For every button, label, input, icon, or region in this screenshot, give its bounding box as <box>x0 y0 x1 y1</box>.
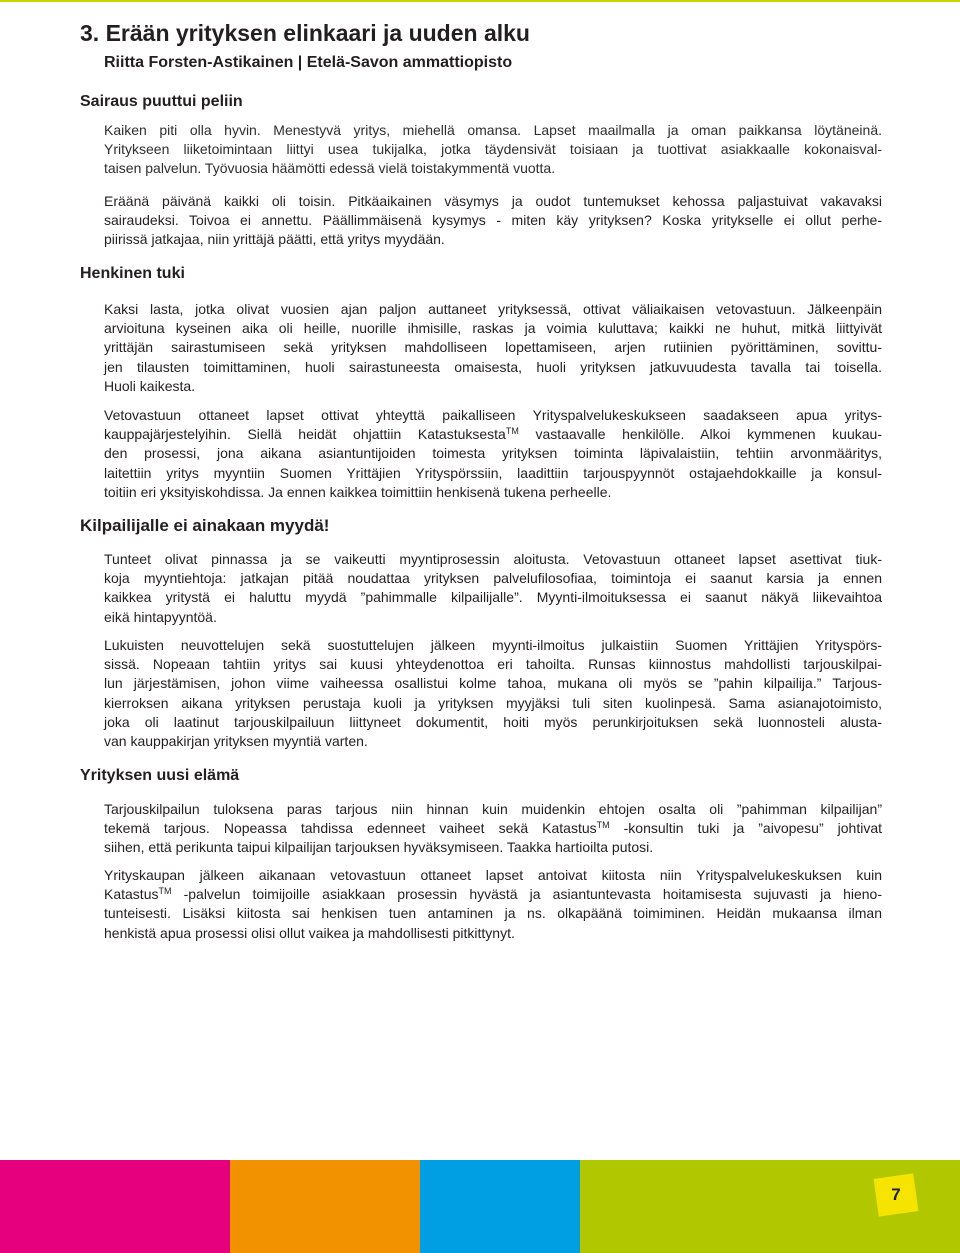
paragraph-line: Kaiken piti olla hyvin. Menestyvä yritys, miehellä omansa. Lapset maailmalla ja oman paikkansa löytäneinä. <box>104 122 882 138</box>
section-heading-uusi-elama: Yrityksen uusi elämä <box>80 767 240 784</box>
paragraph-line: Eräänä päivänä kaikki oli toisin. Pitkäaikainen väsymys ja oudot tuntemukset kehossa paljastuivat vakavaksi <box>104 193 882 209</box>
paragraph-line: arvioituna kyseinen aika oli heille, nuorille ihmisille, raskas ja voimia kuluttava; kaikki ne huhut, mitkä liittyivät <box>104 320 882 337</box>
paragraph-line: Katastus™ -palvelun toimijoille asiakkaan prosessin hyvästä ja asiantuntevasta hoitamisesta sujuvasti ja hieno- <box>104 886 882 903</box>
footer-band-orange <box>230 1160 420 1253</box>
paragraph-line: lun järjestämisen, johon viime vaiheessa osallistui kolme tahoa, mukana oli myös se ”pahin kilpailija.” Tarjous- <box>104 675 882 692</box>
paragraph-line: Yritykseen liiketoimintaan liittyi usea tukijalka, jotka täydensivät toisiaan ja tuottivat asiakkaalle kokonaisval- <box>104 141 882 158</box>
paragraph <box>104 636 882 751</box>
paragraph-line: laitettiin yritys myyntiin Suomen Yrittäjien Yrityspörssiin, laadittiin tarjouspyynnöt ostajaehdokkaille ja konsul- <box>104 464 882 481</box>
paragraph <box>104 550 882 627</box>
section-heading-kilpailijalle: Kilpailijalle ei ainakaan myydä! <box>80 516 330 535</box>
paragraph-line: eikä hintapyyntöä. <box>104 608 217 625</box>
paragraph-line: van kauppakirjan yrityksen myyntiä varten. <box>104 733 368 750</box>
paragraph-line: Tunteet olivat pinnassa ja se vaikeutti myyntiprosessin aloitusta. Vetovastuun ottaneet lapset asettivat tiuk- <box>104 551 882 567</box>
paragraph <box>104 192 882 250</box>
paragraph-line: Kaksi lasta, jotka olivat vuosien ajan paljon auttaneet yrityksessä, ottivat väliaikaisen vetovastuun. Jälkeenpäin <box>104 301 882 317</box>
paragraph-line: joka oli laatinut tarjouskilpailuun liittyneet dokumentit, hoiti myös perunkirjoituksen sekä luonnosteli alusta- <box>104 713 882 730</box>
page-title: 3. Erään yrityksen elinkaari ja uuden alku <box>80 20 530 46</box>
paragraph-line: den prosessi, jona aikana asiantuntijoiden toimesta yrityksen toiminta läpivalaistiin, tehtiin arvonmääritys, <box>104 445 882 462</box>
paragraph-line: Huoli kaikesta. <box>104 377 196 394</box>
paragraph-line: taisen palvelun. Työvuosia häämötti edessä vielä toistakymmentä vuotta. <box>104 160 556 177</box>
top-rule <box>0 0 960 2</box>
paragraph-line: yrittäjän sairastumiseen sekä yrityksen mahdolliseen lopettamiseen, arjen rutiinien pyörittäminen, sovittu- <box>104 339 882 356</box>
paragraph-line: toitiin eri yksityiskohdissa. Ja ennen kaikkea toimittiin henkisenä tukena perheelle. <box>104 483 612 500</box>
paragraph-line: Lukuisten neuvottelujen sekä suostuttelujen jälkeen myynti-ilmoitus julkaistiin Suomen Yrittäjien Yrityspörs- <box>104 637 882 653</box>
paragraph-line: tunteisesti. Lisäksi kiitosta sai henkisen tuen antaminen ja ns. olkapäänä toimiminen. Heidän mukaansa ilman <box>104 905 882 922</box>
paragraph-line: kauppajärjestelyihin. Siellä heidät ohjattiin Katastuksesta™ vastaavalle henkilölle. Alkoi kymmenen kuukau- <box>104 426 882 443</box>
section-heading-sairaus: Sairaus puuttui peliin <box>80 93 243 110</box>
paragraph <box>104 800 882 858</box>
paragraph-line: sairaudeksi. Toivoa ei annettu. Päällimmäisenä kysymys - miten käy yrityksen? Koska yritykselle ei ollut perhe- <box>104 212 882 229</box>
page-number: 7 <box>891 1185 901 1204</box>
paragraph <box>104 866 882 943</box>
paragraph <box>104 121 882 179</box>
paragraph-line: kierroksen aikana yrityksen perustaja kuoli ja yrityksen myyjäksi tuli siten kuolinpesä. Sama asianajotoimisto, <box>104 694 882 711</box>
footer-band-blue <box>420 1160 580 1253</box>
paragraph-line: henkistä apua prosessi olisi ollut vaikea ja mahdollisesti pitkittynyt. <box>104 924 515 941</box>
paragraph-line: Tarjouskilpailun tuloksena paras tarjous niin hinnan kuin muidenkin ehtojen osalta oli ”pahimman kilpailijan” <box>104 801 882 817</box>
paragraph-line: tekemä tarjous. Nopeassa tahdissa edenneet vaiheet sekä Katastus™ -konsultin tuki ja ”aivopesu” johtivat <box>104 820 882 837</box>
paragraph <box>104 300 882 396</box>
paragraph <box>104 406 882 502</box>
paragraph-line: kaikkea yritystä ei haluttu myydä ”pahimmalle kilpailijalle”. Myynti-ilmoituksessa ei saanut näkyä liikevaihtoa <box>104 589 882 606</box>
paragraph-line: sissä. Nopeaan tahtiin yritys sai kuusi yhteydenottoa eri tahoilta. Runsas kiinnostus mahdollisti tarjouskilpai- <box>104 656 882 673</box>
paragraph-line: Yrityskaupan jälkeen aikanaan vetovastuun ottaneet lapset antoivat kiitosta niin Yrityspalvelukeskuksen kuin <box>104 867 882 883</box>
author-line: Riitta Forsten-Astikainen | Etelä-Savon ammattiopisto <box>104 54 513 71</box>
paragraph-line: Vetovastuun ottaneet lapset ottivat yhteyttä paikalliseen Yrityspalvelukeskukseen saadakseen apua yritys- <box>104 407 882 423</box>
paragraph-line: koja myyntiehtoja: jatkajan pitää noudattaa yrityksen palvelufilosofiaa, toimintoja ei saanut karsia ja ennen <box>104 570 882 587</box>
paragraph-line: siihen, että perikunta taipui kilpailijan tarjouksen hyväksymiseen. Taakka hartioilta putosi. <box>104 839 654 856</box>
footer-band-pink <box>0 1160 230 1253</box>
paragraph-line: piirissä jatkajaa, niin yrittäjä päätti, että yritys myydään. <box>104 231 445 248</box>
paragraph-line: jen tilausten toimittaminen, huoli sairastuneesta omaisesta, huoli yrityksen jatkuvuudesta tavalla tai toisella. <box>104 358 882 375</box>
section-heading-henkinen-tuki: Henkinen tuki <box>80 265 185 282</box>
